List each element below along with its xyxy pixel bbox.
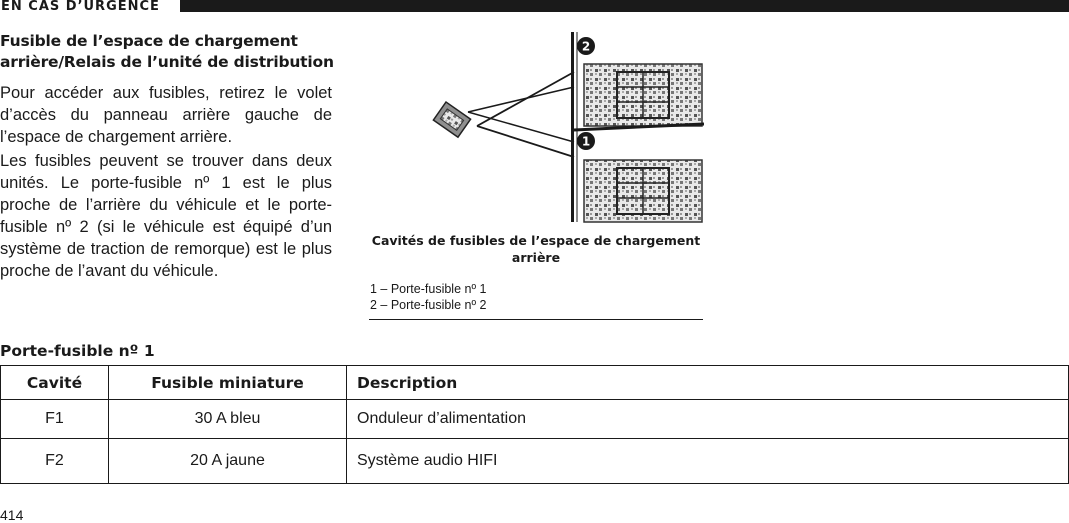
cell-description: Système audio HIFI: [347, 439, 1069, 484]
access-panel-clip: [433, 102, 470, 137]
cell-description: Onduleur d’alimentation: [347, 400, 1069, 439]
fuse-cavity-illustration: [432, 32, 704, 224]
column-header-mini-fuse: Fusible miniature: [109, 366, 347, 400]
page-number: 414: [0, 507, 24, 523]
callout-1-text: 1: [581, 134, 591, 149]
figure-caption: Cavités de fusibles de l’espace de chargement arrière: [371, 233, 701, 265]
section-title: [0, 31, 335, 73]
column-header-description: Description: [347, 366, 1069, 400]
section-title-line-2: arrière/Relais de l’unité de distribution: [0, 53, 334, 71]
cell-mini-fuse: 20 A jaune: [109, 439, 347, 484]
fuse-table: [0, 365, 1069, 484]
table-header-row: [1, 366, 1069, 400]
cell-cavity: F1: [1, 400, 109, 439]
panel-edge-line: [571, 32, 574, 222]
legend-divider: [369, 319, 703, 320]
figure-legend: [370, 281, 702, 313]
paragraph-locations: Les fusibles peuvent se trouver dans deux unités. Le porte-fusible nº 1 est le plus proche de l’arrière du véhicule et le porte-fusible nº 2 (si le véhicule est équipé d’un système de traction de remorque) est le plus proche de l’avant du véhicule.: [0, 152, 332, 280]
table-row: [1, 439, 1069, 484]
cell-mini-fuse: 30 A bleu: [109, 400, 347, 439]
table-title: Porte-fusible nº 1: [0, 342, 155, 360]
section-header-bar: [180, 0, 1069, 12]
legend-item-1: 1 – Porte-fusible nº 1: [370, 282, 487, 296]
legend-item-2: 2 – Porte-fusible nº 2: [370, 298, 487, 312]
callout-2-text: 2: [581, 39, 591, 54]
cell-cavity: F2: [1, 439, 109, 484]
column-header-cavity: Cavité: [1, 366, 109, 400]
table-row: [1, 400, 1069, 439]
paragraph-access: Pour accéder aux fusibles, retirez le volet d’accès du panneau arrière gauche de l’espace de chargement arrière.: [0, 84, 332, 146]
section-header-label: EN CAS D’URGENCE: [1, 0, 160, 14]
section-title-line-1: Fusible de l’espace de chargement: [0, 32, 298, 50]
